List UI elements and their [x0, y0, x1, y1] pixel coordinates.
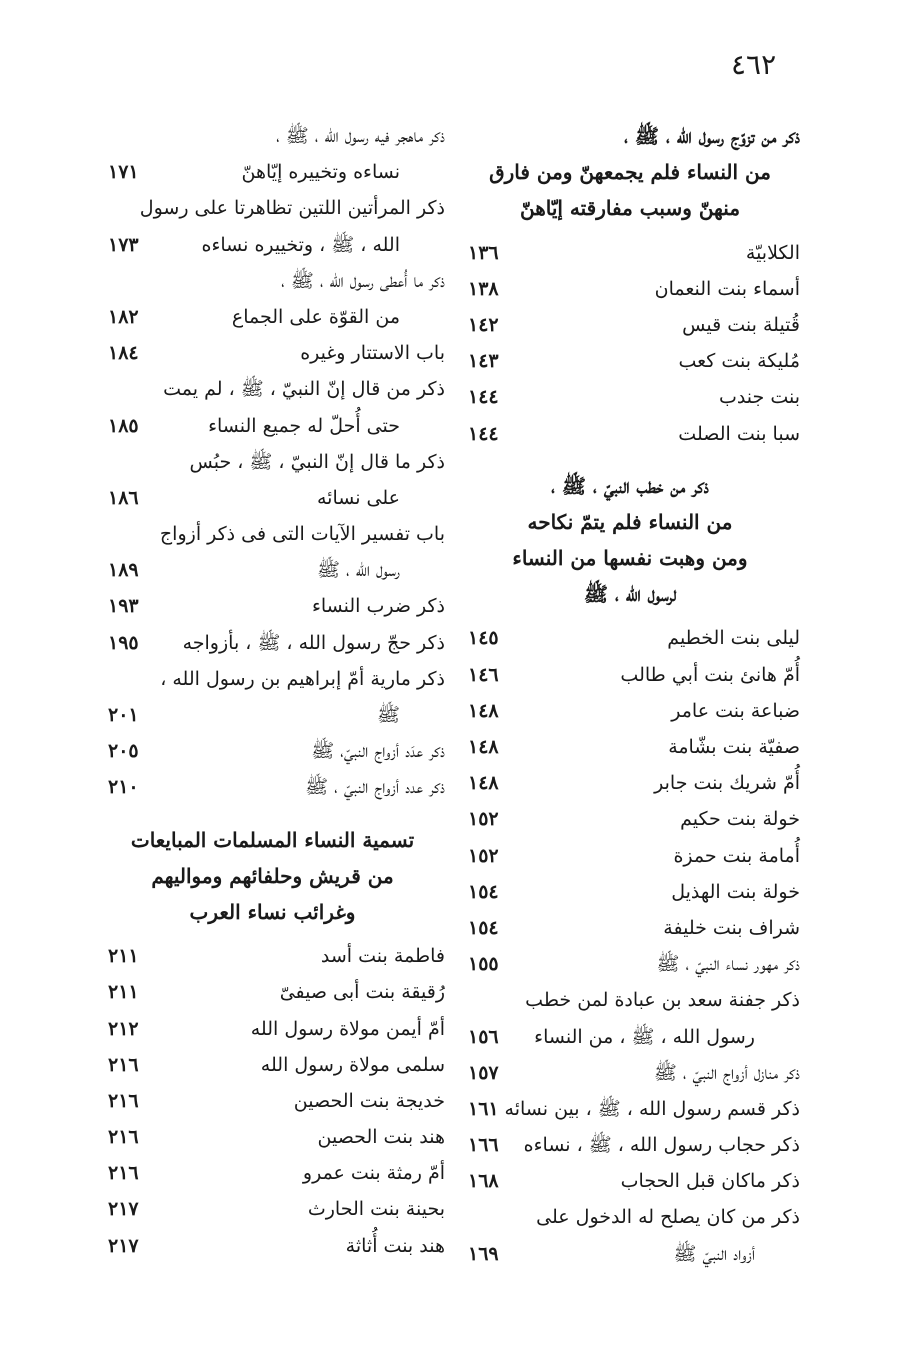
- entry-title: سلمى مولاة رسول الله: [260, 1053, 445, 1076]
- index-entry: [460, 235, 800, 271]
- index-entry: [460, 1199, 800, 1235]
- entry-title: فاطمة بنت أسد: [320, 945, 445, 968]
- entry-title: رسول الله ، ﷺ ، من النساء: [534, 1025, 755, 1048]
- index-entry: [100, 190, 445, 226]
- index-entry: [100, 1155, 445, 1191]
- entry-page-number: ١٩٣: [108, 595, 139, 618]
- index-entry: [100, 1119, 445, 1155]
- entry-title: ذكر ما أُعطى رسول الله ، ﷺ ،: [281, 269, 445, 292]
- entry-title: ذكر ماهجر فيه رسول الله ، ﷺ ،: [276, 125, 445, 147]
- index-entry: [460, 838, 800, 874]
- entry-title: ذكر جفنة سعد بن عبادة لمن خطب: [525, 989, 800, 1012]
- left-column: [100, 118, 445, 1264]
- index-entry: [460, 910, 800, 946]
- entry-page-number: ١٤٨: [468, 736, 499, 758]
- entry-page-number: ٢٠١: [108, 704, 139, 726]
- index-entry: [100, 552, 445, 588]
- section-heading-line: تسمية النساء المسلمات المبايعات: [130, 827, 415, 852]
- index-entry: [460, 765, 800, 801]
- entry-title: ذكر مهور نساء النبيّ ، ﷺ: [656, 953, 800, 976]
- entry-page-number: ٢١١: [108, 981, 139, 1004]
- entry-title: ذكر منازل أزواج النبيّ ، ﷺ: [653, 1061, 800, 1084]
- entry-page-number: ١٩٥: [108, 631, 139, 654]
- index-entry: [100, 697, 445, 733]
- index-entry: [460, 620, 800, 656]
- entry-title: أزواد النبيّ ﷺ: [673, 1242, 755, 1265]
- entry-title: أُمامة بنت حمزة: [673, 844, 800, 867]
- entry-page-number: ١٥٢: [468, 844, 499, 867]
- index-entry: [460, 693, 800, 729]
- entry-title: نساءه وتخييره إيّاهنّ: [241, 161, 400, 184]
- right-column: [460, 118, 800, 1272]
- entry-page-number: ١٦٨: [468, 1170, 499, 1193]
- entry-title: خولة بنت الهذيل: [671, 880, 800, 903]
- index-entry: [100, 1228, 445, 1264]
- index-entry: [100, 480, 445, 516]
- entry-title: الكلابيّة: [745, 241, 800, 264]
- entry-page-number: ٢١٦: [108, 1053, 139, 1076]
- entry-page-number: ١٤٨: [468, 699, 499, 722]
- index-entry: [100, 1191, 445, 1227]
- entry-title: حتى أُحلّ له جميع النساء: [208, 414, 400, 437]
- entry-page-number: ٢٠٥: [108, 740, 139, 763]
- index-entry: [460, 1127, 800, 1163]
- entry-title: ضباعة بنت عامر: [671, 699, 800, 722]
- section-heading-line: ومن وهبت نفسها من النساء: [512, 546, 748, 571]
- entry-page-number: ٢١٧: [108, 1234, 139, 1257]
- index-entry: [460, 1163, 800, 1199]
- index-entry: [460, 343, 800, 379]
- index-entry: [100, 974, 445, 1010]
- index-entry: [100, 1011, 445, 1047]
- index-list: [460, 620, 800, 1271]
- entry-title: بحينة بنت الحارث: [307, 1198, 445, 1221]
- index-entry: [100, 154, 445, 190]
- entry-title: ذكر من قال إنّ النبيّ ، ﷺ ، لم يمت: [163, 378, 445, 401]
- index-entry: [100, 1047, 445, 1083]
- entry-page-number: ١٣٨: [468, 277, 499, 300]
- entry-page-number: ١٥٥: [468, 953, 499, 976]
- entry-page-number: ١٥٧: [468, 1061, 499, 1084]
- entry-title: صفيّة بنت بشّامة: [668, 736, 800, 758]
- index-entry: [460, 982, 800, 1018]
- entry-title: سبا بنت الصلت: [678, 422, 800, 445]
- entry-page-number: ١٤٢: [468, 313, 499, 336]
- entry-page-number: ١٤٣: [468, 350, 499, 373]
- index-entry: [460, 729, 800, 765]
- entry-title: ذكر من كان يصلح له الدخول على: [536, 1206, 800, 1229]
- entry-page-number: ١٧١: [108, 161, 139, 184]
- section-heading-line: لرسول الله ، ﷺ: [583, 582, 677, 607]
- entry-title: خولة بنت حكيم: [680, 808, 800, 831]
- index-entry: [460, 946, 800, 982]
- index-entry: [460, 1091, 800, 1127]
- index-entry: [100, 588, 445, 624]
- index-entry: [460, 379, 800, 415]
- entry-title: مُليكة بنت كعب: [678, 350, 800, 373]
- index-entry: [100, 769, 445, 805]
- entry-title: أُمّ هانئ بنت أبي طالب: [620, 663, 800, 686]
- entry-page-number: ١٨٢: [108, 305, 139, 328]
- index-entry: [460, 657, 800, 693]
- index-list: [460, 235, 800, 452]
- entry-title: ذكر حجّ رسول الله ، ﷺ ، بأزواجه: [182, 631, 445, 654]
- entry-title: أُمّ شريك بنت جابر: [654, 772, 800, 795]
- entry-page-number: ١٨٥: [108, 414, 139, 437]
- index-entry: [460, 1236, 800, 1272]
- section-heading-line: من النساء فلم يجمعهنّ ومن فارق: [489, 160, 771, 185]
- entry-title: أمّ أيمن مولاة رسول الله: [250, 1017, 445, 1040]
- page-number: ٤٦٢: [731, 48, 777, 81]
- entry-page-number: ١٦١: [468, 1097, 499, 1120]
- entry-title: ذكر ما قال إنّ النبيّ ، ﷺ ، حبُس: [189, 450, 445, 473]
- section-heading-line: وغرائب نساء العرب: [189, 899, 356, 924]
- section-heading-line: ذكر من خطب النبيّ ، ﷺ ،: [551, 473, 709, 498]
- entry-page-number: ١٤٥: [468, 627, 499, 650]
- entry-page-number: ١٦٦: [468, 1134, 499, 1157]
- entry-title: ذكر قسم رسول الله ، ﷺ ، بين نسائه: [504, 1097, 800, 1120]
- index-entry: [460, 307, 800, 343]
- index-entry: [460, 1055, 800, 1091]
- entry-title: ذكر عدَد أزواج النبيّ، ﷺ: [311, 740, 445, 763]
- entry-page-number: ٢١٧: [108, 1198, 139, 1221]
- section-heading-line: ذكر من تزوّج رسول الله ، ﷺ ،: [624, 124, 800, 148]
- entry-page-number: ١٥٢: [468, 808, 499, 831]
- index-list: [100, 938, 445, 1264]
- entry-title: ﷺ: [377, 704, 400, 726]
- index-entry: [100, 408, 445, 444]
- index-entry: [100, 661, 445, 697]
- entry-title: ذكر ضرب النساء: [311, 595, 445, 618]
- entry-page-number: ١٤٤: [468, 422, 499, 445]
- entry-title: ذكر ماكان قبل الحجاب: [620, 1170, 800, 1193]
- entry-title: باب الاستتار وغيره: [300, 342, 445, 365]
- entry-page-number: ٢١٠: [108, 776, 139, 799]
- index-entry: [100, 733, 445, 769]
- entry-page-number: ٢١١: [108, 945, 139, 968]
- entry-page-number: ١٨٩: [108, 559, 139, 582]
- entry-title: ذكر عدد أزواج النبيّ ، ﷺ: [305, 776, 445, 799]
- entry-page-number: ٢١٦: [108, 1126, 139, 1149]
- entry-title: قُتيلة بنت قيس: [682, 313, 800, 336]
- entry-title: بنت جندب: [718, 386, 800, 409]
- index-entry: [460, 801, 800, 837]
- entry-page-number: ٢١٦: [108, 1089, 139, 1112]
- entry-page-number: ١٥٤: [468, 916, 499, 939]
- index-entry: [460, 271, 800, 307]
- entry-page-number: ١٧٣: [108, 233, 139, 256]
- entry-page-number: ١٣٦: [468, 241, 499, 264]
- entry-title: شراف بنت خليفة: [663, 916, 800, 939]
- entry-page-number: ١٦٩: [468, 1242, 499, 1265]
- index-entry: [460, 874, 800, 910]
- entry-title: على نسائه: [316, 486, 400, 509]
- entry-page-number: ١٤٦: [468, 663, 499, 686]
- index-entry: [100, 371, 445, 407]
- entry-page-number: ١٨٤: [108, 342, 139, 365]
- index-entry: [100, 299, 445, 335]
- section-heading-line: من قريش وحلفائهم ومواليهم: [151, 863, 394, 888]
- section-heading-line: من النساء فلم يتمّ نكاحه: [527, 509, 733, 534]
- entry-title: ذكر مارية أمّ إبراهيم بن رسول الله ،: [160, 667, 445, 690]
- index-entry: [100, 1083, 445, 1119]
- index-entry: [100, 516, 445, 552]
- index-entry: [100, 118, 445, 154]
- entry-page-number: ٢١٢: [108, 1017, 139, 1040]
- entry-page-number: ٢١٦: [108, 1162, 139, 1185]
- index-list: [100, 118, 445, 806]
- entry-page-number: ١٥٦: [468, 1025, 499, 1048]
- section-heading-line: منهنّ وسبب مفارقته إيّاهنّ: [519, 196, 741, 221]
- entry-title: رُقيقة بنت أبى صيفىّ: [279, 981, 445, 1004]
- entry-title: من القوّة على الجماع: [231, 305, 400, 328]
- entry-title: أسماء بنت النعمان: [654, 277, 800, 300]
- entry-title: خديجة بنت الحصين: [293, 1089, 445, 1112]
- index-entry: [460, 1019, 800, 1055]
- entry-title: ذكر حجاب رسول الله ، ﷺ ، نساءه: [523, 1134, 800, 1157]
- entry-title: هند بنت أُثاثة: [345, 1234, 445, 1257]
- index-entry: [100, 444, 445, 480]
- index-entry: [100, 938, 445, 974]
- entry-title: أمّ رمثة بنت عمرو: [302, 1162, 445, 1185]
- entry-title: ليلى بنت الخطيم: [667, 627, 800, 650]
- index-entry: [100, 263, 445, 299]
- entry-page-number: ١٤٤: [468, 386, 499, 409]
- index-entry: [100, 625, 445, 661]
- index-entry: [100, 227, 445, 263]
- entry-title: الله ، ﷺ ، وتخييره نساءه: [201, 233, 400, 256]
- index-entry: [460, 416, 800, 452]
- entry-page-number: ١٥٤: [468, 880, 499, 903]
- entry-title: رسول الله ، ﷺ: [317, 559, 400, 582]
- entry-title: هند بنت الحصين: [317, 1126, 445, 1149]
- entry-page-number: ١٨٦: [108, 486, 139, 509]
- entry-title: ذكر المرأتين اللتين تظاهرتا على رسول: [139, 197, 445, 220]
- entry-title: باب تفسير الآيات التى فى ذكر أزواج: [159, 523, 445, 546]
- index-entry: [100, 335, 445, 371]
- entry-page-number: ١٤٨: [468, 772, 499, 795]
